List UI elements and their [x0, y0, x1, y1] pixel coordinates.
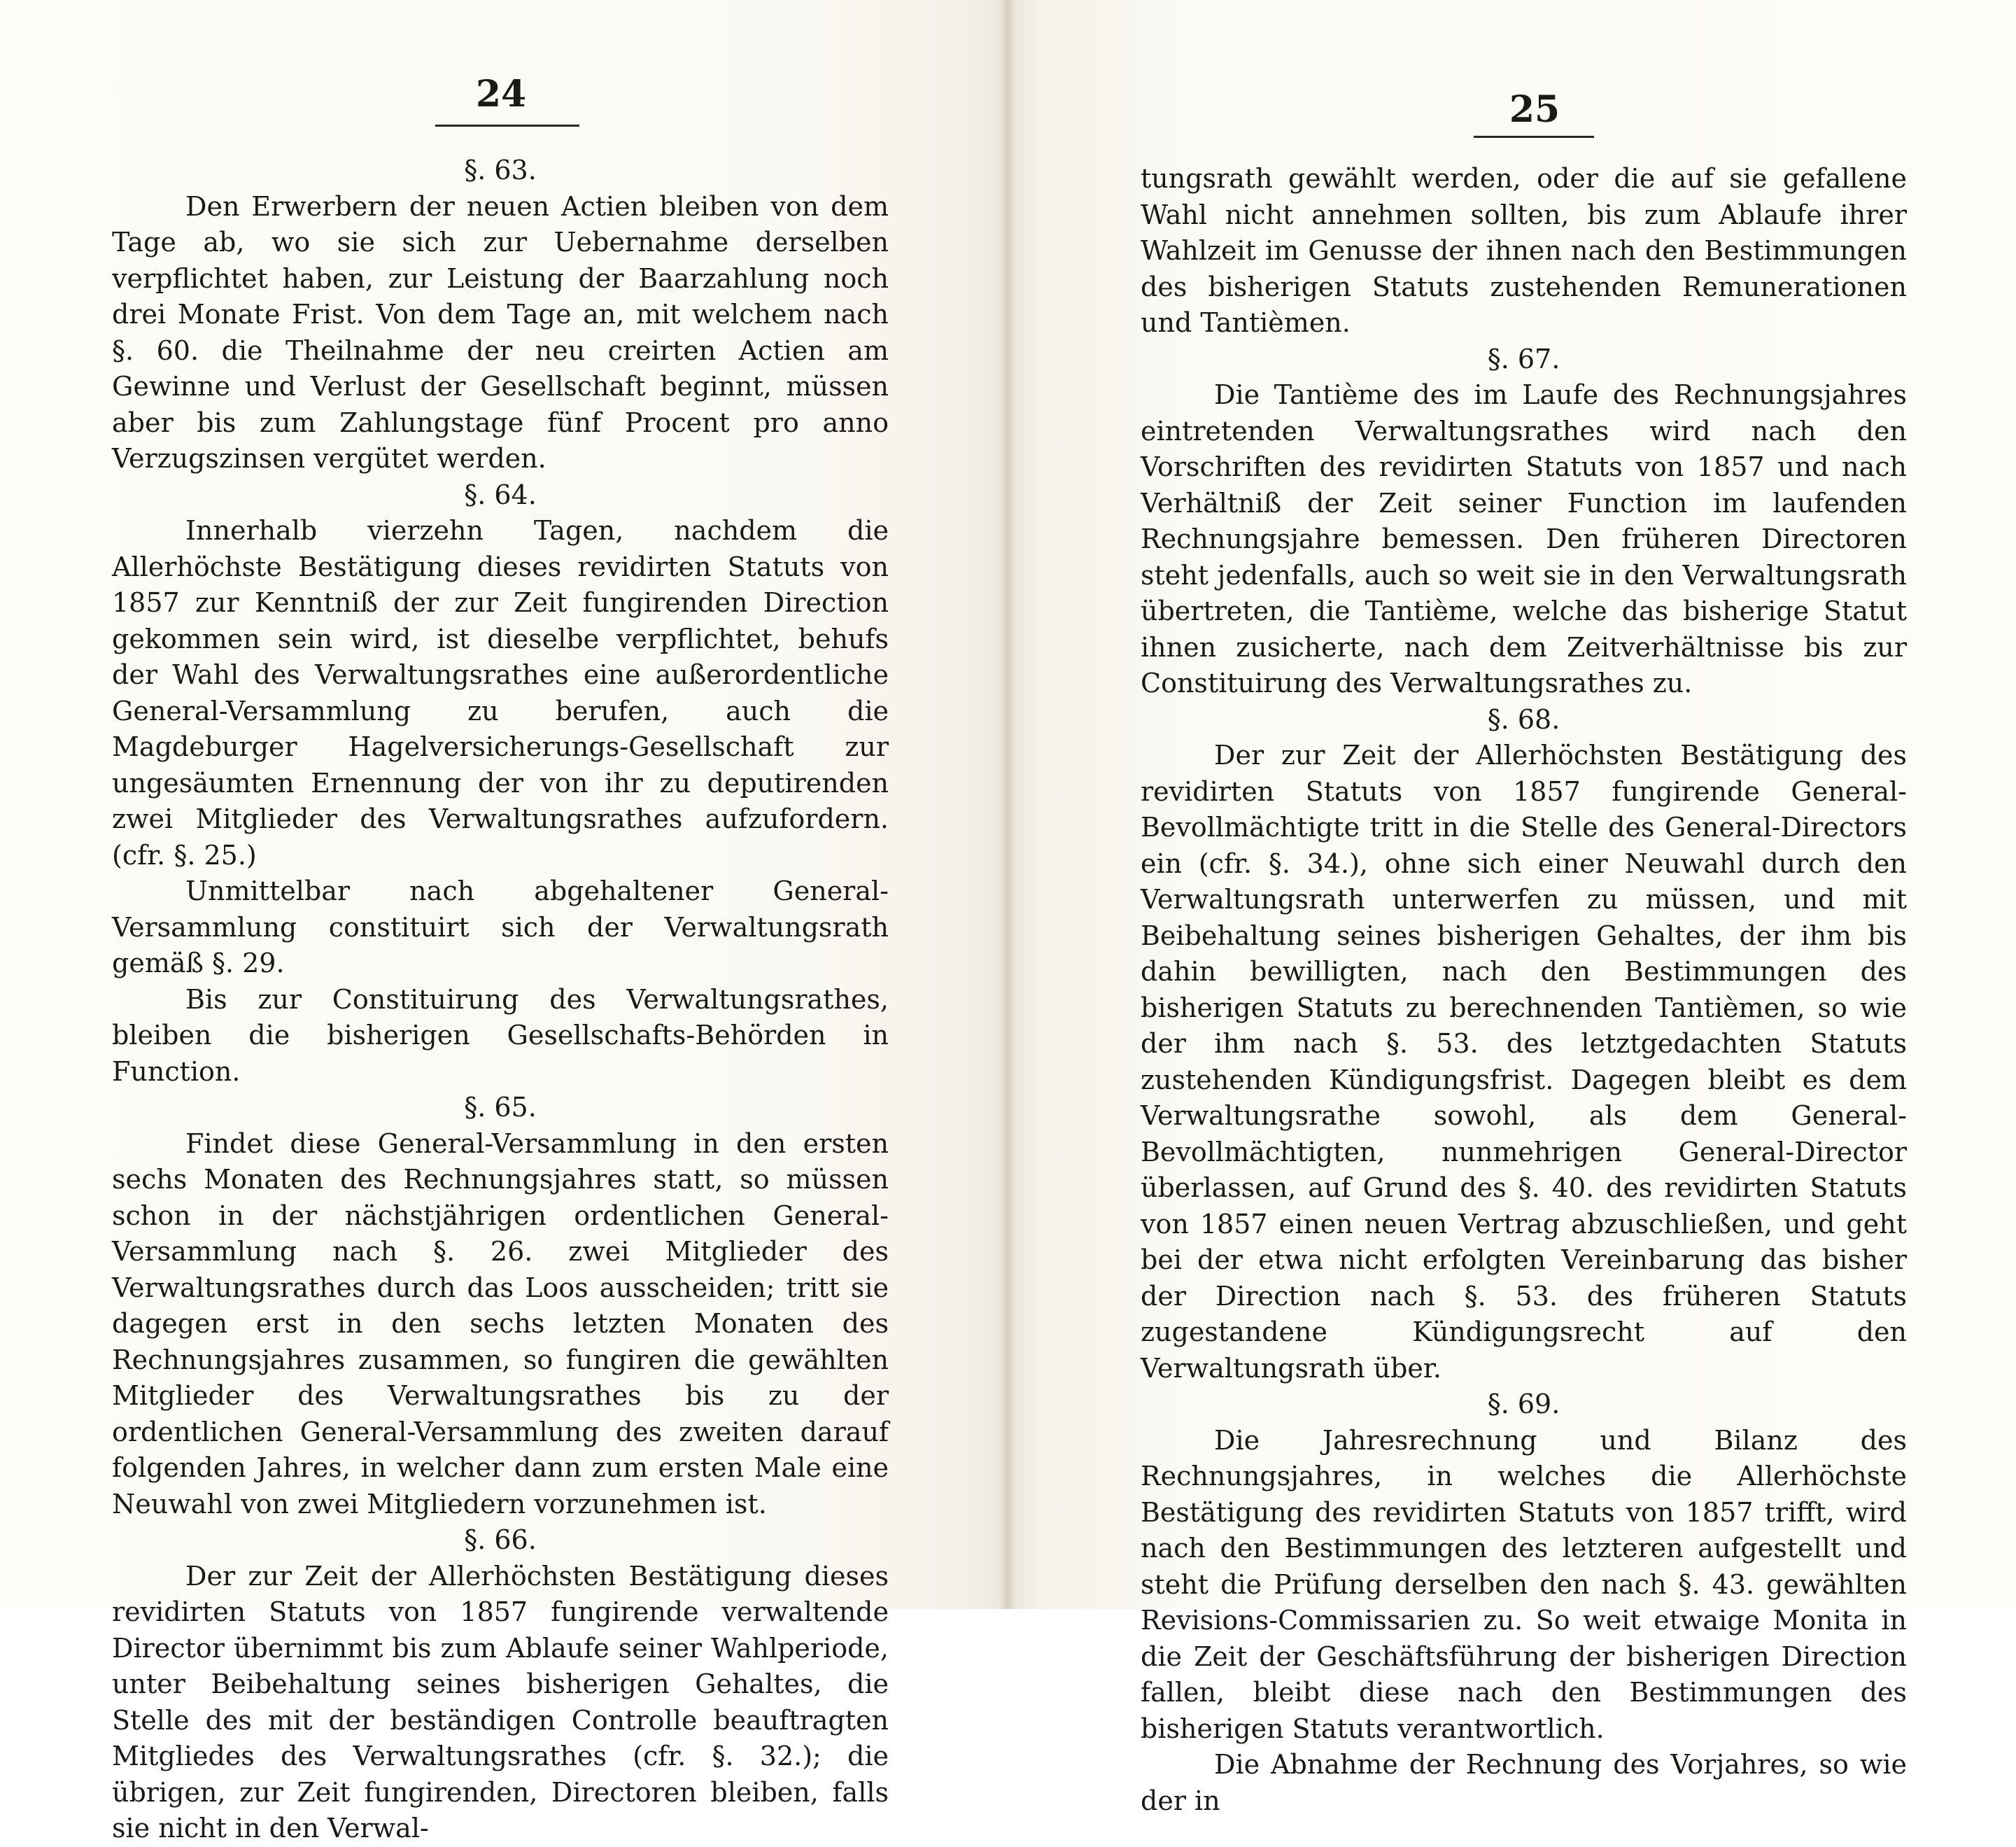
paragraph: Bis zur Constituirung des Verwaltungsrathes, bleiben die bisherigen Gesellschafts-Behörden in Function.	[112, 983, 889, 1087]
paragraph: Die Abnahme der Rechnung des Vorjahres, so wie der in	[1141, 1749, 1907, 1816]
page-number-right: 25	[1509, 88, 1560, 131]
paragraph: Unmittelbar nach abgehaltener General-Versammlung constituirt sich der Verwaltungsrath gemäß §. 29.	[112, 876, 889, 978]
paragraph: Der zur Zeit der Allerhöchsten Bestätigung des revidirten Statuts von 1857 fungirende General-Bevollmächtigte tritt in die Stelle des General-Directors ein (cfr. §. 34.), ohne sich einer Neuwahl durch den Verwaltungsrath unterwerfen zu müssen, und mit Beibehaltung seines bisherigen Gehaltes, der ihm bis dahin bewilligten, nach den Bestimmungen des bisherigen Statuts zu berechnenden Tantièmen, so wie der ihm nach §. 53. des letztgedachten Statuts zustehenden Kündigungsfrist. Dagegen bleibt es dem Verwaltungsrathe sowohl, als dem General-Bevollmächtigten, nunmehrigen General-Director überlassen, auf Grund des §. 40. des revidirten Statuts von 1857 einen neuen Vertrag abzuschließen, und geht bei der etwa nicht erfolgten Vereinbarung das bisher der Direction nach §. 53. des früheren Statuts zugestandene Kündigungsrecht auf den Verwaltungsrath über.	[1141, 740, 1907, 1384]
book-gutter-shadow	[999, 0, 1016, 1609]
header-rule-right	[1474, 136, 1594, 138]
paragraph: Der zur Zeit der Allerhöchsten Bestätigung dieses revidirten Statuts von 1857 fungirende verwaltende Director übernimmt bis zum Ablaufe seiner Wahlperiode, unter Beibehaltung seines bisherigen Gehaltes, die Stelle des mit der beständigen Controlle beauftragten Mitgliedes des Verwaltungsrathes (cfr. §. 32.); die übrigen, zur Zeit fungirenden, Directoren bleiben, falls sie nicht in den Verwal-	[112, 1560, 889, 1844]
right-page	[1008, 0, 2016, 1816]
paragraph: tungsrath gewählt werden, oder die auf sie gefallene Wahl nicht annehmen sollten, bis zum Ablaufe ihrer Wahlzeit im Genusse der ihnen nach den Bestimmungen des bisherigen Statuts zustehenden Remunerationen und Tantièmen.	[1141, 163, 1907, 338]
paragraph: Die Tantième des im Laufe des Rechnungsjahres eintretenden Verwaltungsrathes wird nach den Vorschriften des revidirten Statuts von 1857 und nach Verhältniß der Zeit seiner Function im laufenden Rechnungsjahre bemessen. Den früheren Directoren steht jedenfalls, auch so weit sie in den Verwaltungsrath übertreten, die Tantième, welche das bisherige Statut ihnen zusicherte, nach dem Zeitverhältnisse bis zur Constituirung des Verwaltungsrathes zu.	[1141, 379, 1907, 698]
section-heading: §. 68.	[1487, 703, 1560, 735]
right-page-text	[1141, 161, 1907, 1819]
left-page-text	[112, 153, 889, 1847]
section-heading: §. 66.	[464, 1524, 537, 1555]
paragraph: Innerhalb vierzehn Tagen, nachdem die Allerhöchste Bestätigung dieses revidirten Statuts von 1857 zur Kenntniß der zur Zeit fungirenden Direction gekommen sein wird, ist dieselbe verpflichtet, behufs der Wahl des Verwaltungsrathes eine außerordentliche General-Versammlung zu berufen, auch die Magdeburger Hagelversicherungs-Gesellschaft zur ungesäumten Ernennung der von ihr zu deputirenden zwei Mitglieder des Verwaltungsrathes aufzufordern. (cfr. §. 25.)	[112, 515, 889, 871]
header-rule-left	[435, 125, 579, 127]
paragraph: Die Jahresrechnung und Bilanz des Rechnungsjahres, in welches die Allerhöchste Bestätigung des revidirten Statuts von 1857 trifft, wird nach den Bestimmungen des letzteren aufgestellt und steht die Prüfung derselben den nach §. 43. gewählten Revisions-Commissarien zu. So weit etwaige Monita in die Zeit der Geschäftsführung der bisherigen Direction fallen, bleibt diese nach den Bestimmungen des bisherigen Statuts verantwortlich.	[1141, 1424, 1907, 1744]
section-heading: §. 63.	[464, 155, 537, 185]
left-page	[0, 0, 1008, 1844]
section-heading: §. 67.	[1487, 343, 1560, 374]
paragraph: Den Erwerbern der neuen Actien bleiben von dem Tage ab, wo sie sich zur Uebernahme derselben verpflichtet haben, zur Leistung der Baarzahlung noch drei Monate Frist. Von dem Tage an, mit welchem nach §. 60. die Theilnahme der neu creirten Actien am Gewinne und Verlust der Gesellschaft beginnt, müssen aber bis zum Zahlungstage fünf Procent pro anno Verzugszinsen vergütet werden.	[112, 190, 889, 474]
paragraph: Findet diese General-Versammlung in den ersten sechs Monaten des Rechnungsjahres statt, so müssen schon in der nächstjährigen ordentlichen General-Versammlung nach §. 26. zwei Mitglieder des Verwaltungsrathes durch das Loos ausscheiden; tritt sie dagegen erst in den sechs letzten Monaten des Rechnungsjahres zusammen, so fungiren die gewählten Mitglieder des Verwaltungsrathes bis zu der ordentlichen General-Versammlung des zweiten darauf folgenden Jahres, in welcher dann zum ersten Male eine Neuwahl von zwei Mitgliedern vorzunehmen ist.	[112, 1128, 889, 1519]
section-heading: §. 65.	[464, 1092, 537, 1123]
section-heading: §. 69.	[1487, 1389, 1560, 1419]
page-number-left: 24	[475, 73, 527, 115]
section-heading: §. 64.	[464, 479, 537, 510]
